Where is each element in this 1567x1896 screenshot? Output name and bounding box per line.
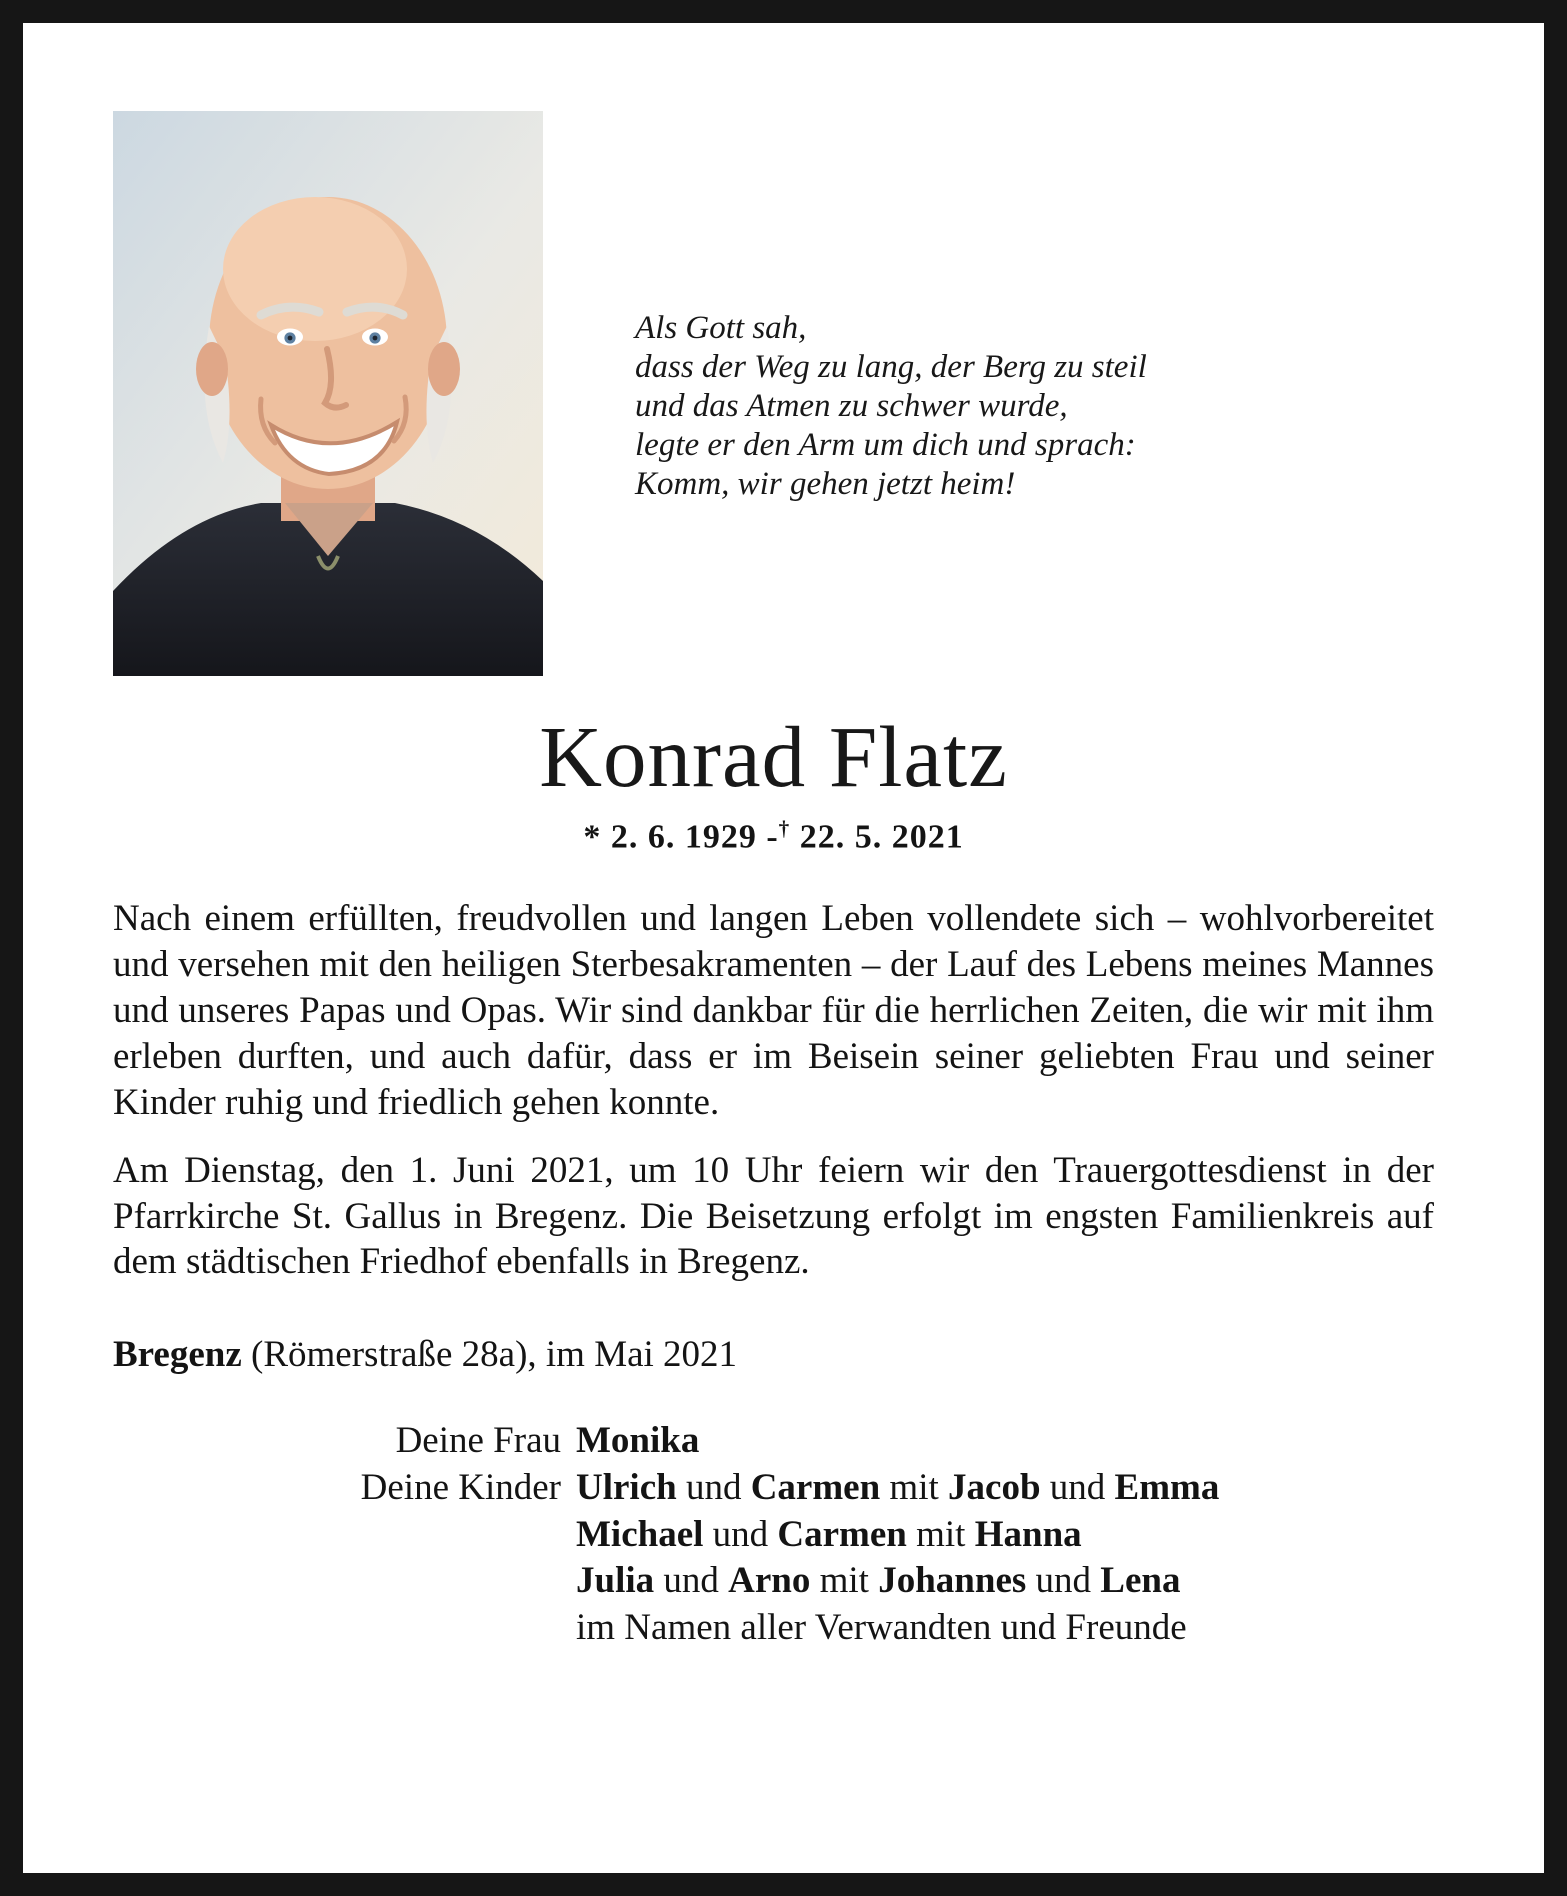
obituary-text: Nach einem erfüllten, freudvollen und langen Leben vollendete sich – wohlvorbereitet und versehen mit den heiligen Sterbesakramenten – der Lauf des Lebens meines Mannes und unseres Papas und Opas. Wir sind dankbar für die herrlichen Zeiten, die wir mit ihm erleben durften, und auch dafür, dass er im Beisein seiner geliebten Frau und seiner Kinder ruhig und friedlich gehen konnte. (113, 898, 1434, 1123)
family-list (113, 1418, 1434, 1651)
verse-line-5: Komm, wir gehen jetzt heim! (635, 466, 1016, 502)
family-role-label-empty-3 (113, 1605, 561, 1652)
family-names-wife: Monika (576, 1420, 700, 1462)
family-role-label-children: Deine Kinder (360, 1466, 561, 1508)
family-role-label-empty-2 (113, 1558, 561, 1605)
verse-line-4: legte er den Arm um dich und sprach: (635, 427, 1136, 463)
portrait-photo-illustration (113, 111, 543, 676)
header-section (113, 111, 1434, 676)
verse-line-3: und das Atmen zu schwer wurde, (635, 388, 1068, 424)
family-role-label-wife: Deine Frau (395, 1420, 561, 1462)
life-dates: * 2. 6. 1929 -† 22. 5. 2021 (583, 815, 964, 856)
verse-line-1: Als Gott sah, (635, 310, 807, 346)
family-role-label-empty-1 (113, 1512, 561, 1559)
family-names-children-1: Ulrich und Carmen mit Jacob und Emma (576, 1466, 1220, 1508)
place-date-line: Bregenz (Römerstraße 28a), im Mai 2021 (113, 1334, 738, 1376)
service-announcement-text: Am Dienstag, den 1. Juni 2021, um 10 Uhr feiern wir den Trauergottesdienst in der Pfarrkirche St. Gallus in Bregenz. Die Beisetzung erfolgt im engsten Familienkreis auf dem städtischen Friedhof ebenfalls in Bregenz. (113, 1149, 1434, 1283)
verse-line-2: dass der Weg zu lang, der Berg zu steil (635, 349, 1147, 385)
memorial-verse (635, 309, 1147, 504)
deceased-name: Konrad Flatz (539, 708, 1008, 805)
paper (23, 23, 1544, 1873)
family-names-children-3: Julia und Arno mit Johannes und Lena (576, 1560, 1181, 1602)
portrait-photo (113, 111, 543, 676)
family-names-children-2: Michael und Carmen mit Hanna (576, 1513, 1082, 1555)
family-names-closing: im Namen aller Verwandten und Freunde (576, 1606, 1187, 1648)
